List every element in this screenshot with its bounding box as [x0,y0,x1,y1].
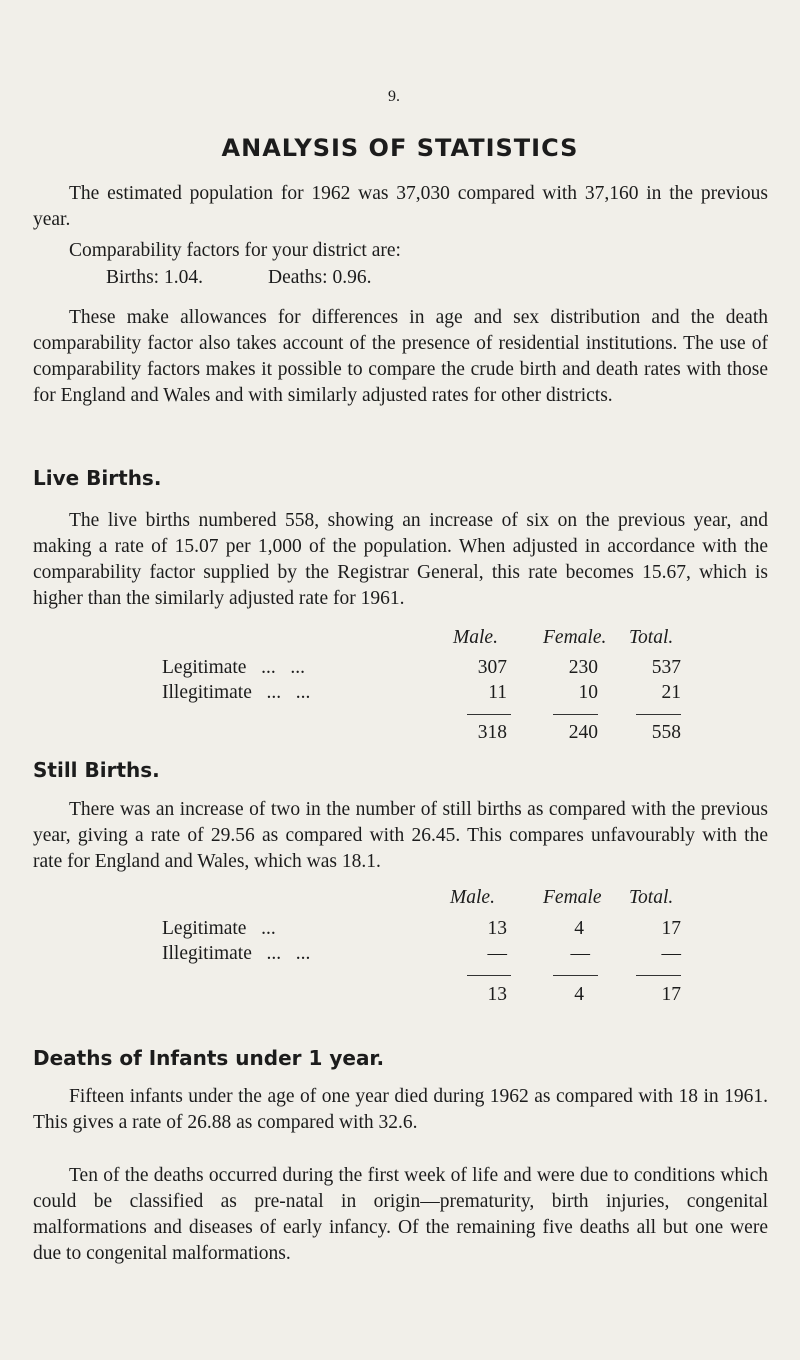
infant-deaths-paragraph-1: Fifteen infants under the age of one year died during 1962 as compared with 18 in 1961. This gives a rate of 26.88 as compared with 32.6. [33,1086,768,1133]
cell-total: — [661,943,681,964]
column-header-male: Male. [450,887,495,908]
row-label: Illegitimate ... ... [162,943,311,964]
comparability-intro: Comparability factors for your district are: [69,240,401,261]
cell-female: — [570,943,590,964]
still-births-heading: Still Births. [33,758,160,782]
cell-male: 11 [488,682,507,703]
still-births-paragraph: There was an increase of two in the number of still births as compared with the previous year, giving a rate of 29.56 as compared with 26.45. This compares unfavourably with the rate for England and Wales, which was 18.1. [33,799,768,872]
comparability-paragraph: These make allowances for differences in age and sex distribution and the death comparability factor also takes account of the presence of residential institutions. The use of comparability factors makes it possible to compare the crude birth and death rates with those for England and Wales and with similarly adjusted rates for other districts. [33,307,768,406]
column-header-male: Male. [453,627,498,648]
column-header-female: Female. [543,627,607,648]
cell-total: 17 [661,918,681,939]
population-paragraph: The estimated population for 1962 was 37,030 compared with 37,160 in the previous year. [33,183,768,230]
column-header-total: Total. [629,627,674,648]
cell-female: 230 [568,657,598,678]
cell-male: — [487,943,507,964]
total-rule [636,714,681,715]
total-rule [467,975,511,976]
deaths-factor: Deaths: 0.96. [268,267,372,288]
live-births-paragraph: The live births numbered 558, showing an increase of six on the previous year, and making a rate of 15.07 per 1,000 of the population. When adjusted in accordance with the comparability factor supplied by the Registrar General, this rate becomes 15.67, which is higher than the similarly adjusted rate for 1961. [33,510,768,609]
cell-total: 537 [651,657,681,678]
total-female: 240 [568,722,598,743]
page-title: ANALYSIS OF STATISTICS [221,134,579,162]
total-rule [553,714,598,715]
row-label: Illegitimate ... ... [162,682,311,703]
row-label: Legitimate ... [162,918,276,939]
live-births-heading: Live Births. [33,466,162,490]
cell-male: 307 [477,657,507,678]
total-total: 558 [651,722,681,743]
total-male: 318 [477,722,507,743]
infant-deaths-heading: Deaths of Infants under 1 year. [33,1046,385,1070]
cell-total: 21 [661,682,681,703]
total-rule [553,975,598,976]
total-male: 13 [487,984,507,1005]
total-rule [636,975,681,976]
column-header-female: Female [543,887,602,908]
cell-male: 13 [487,918,507,939]
births-factor: Births: 1.04. [106,267,203,288]
page-number: 9. [388,88,400,105]
row-label: Legitimate ... ... [162,657,305,678]
column-header-total: Total. [629,887,674,908]
cell-female: 10 [578,682,598,703]
total-female: 4 [574,984,584,1005]
cell-female: 4 [574,918,584,939]
infant-deaths-paragraph-2: Ten of the deaths occurred during the first week of life and were due to conditions which could be classified as pre-natal in origin—prematurity, birth injuries, congenital malformations and diseases of early infancy. Of the remaining five deaths all but one were due to congenital malformations. [33,1165,768,1264]
total-rule [467,714,511,715]
total-total: 17 [661,984,681,1005]
